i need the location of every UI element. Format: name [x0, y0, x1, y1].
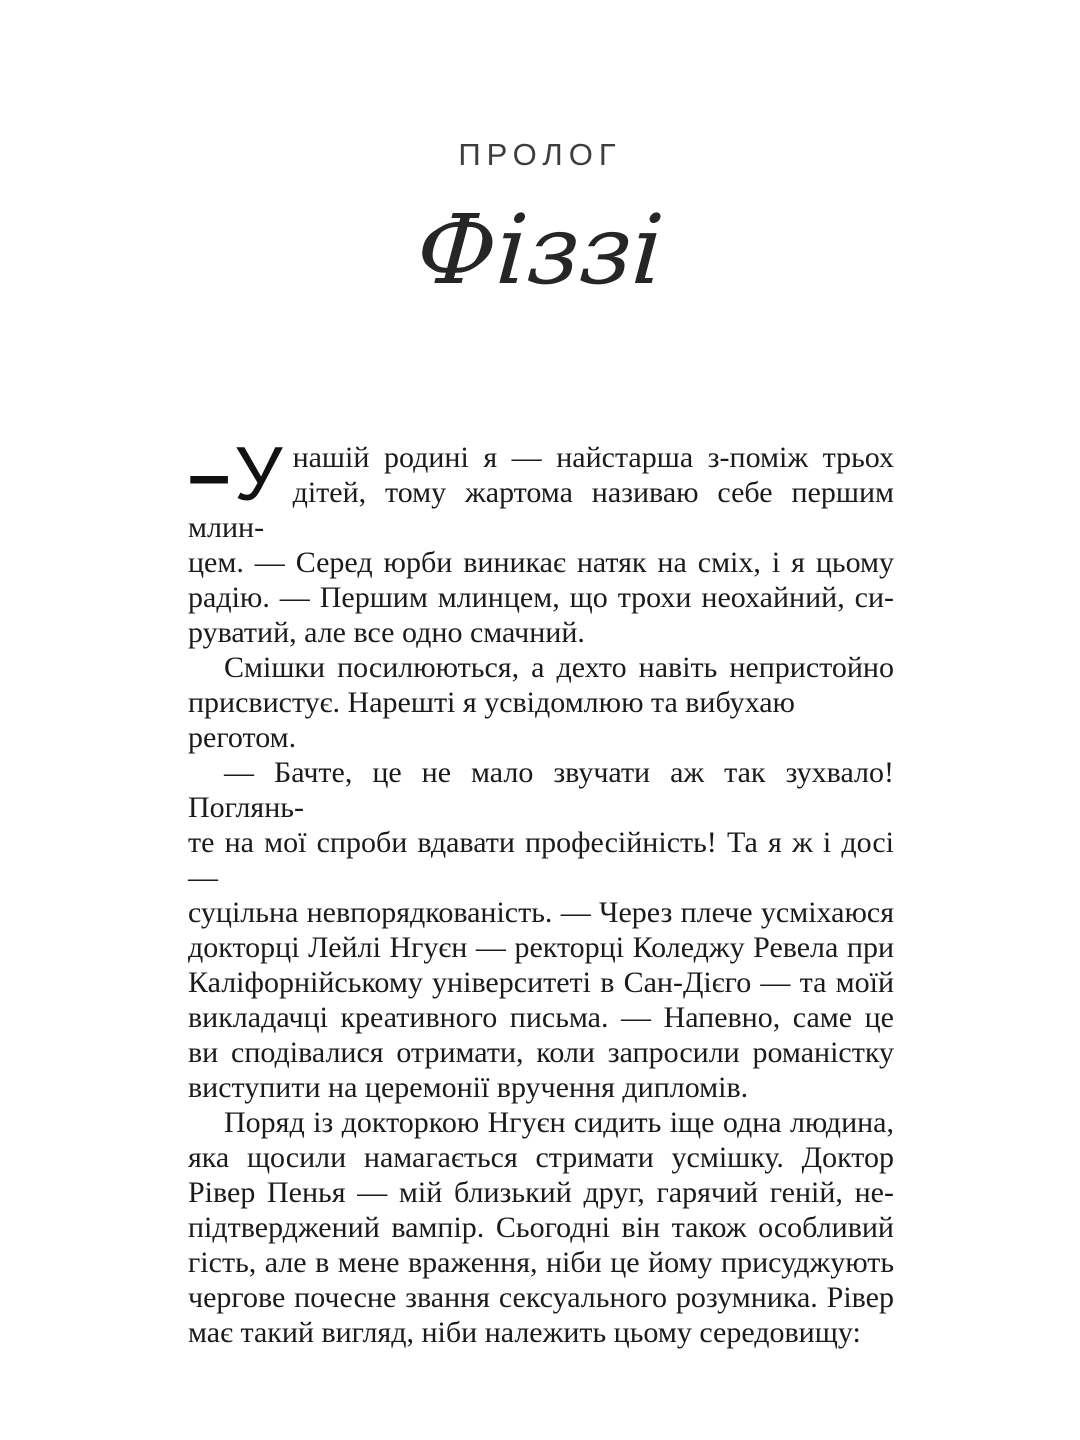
- text-line: чергове почесне звання сексуального розумника. Рівер: [188, 1281, 894, 1314]
- text-line: радію. — Першим млинцем, що трохи неохайний, си-: [188, 581, 894, 614]
- drop-cap-letter: У: [234, 432, 283, 517]
- text-line: нашій родині я — найстарша з-поміж трьох: [292, 441, 894, 474]
- text-line: суцільна невпорядкованість. — Через плече усміхаюся: [188, 896, 894, 929]
- drop-cap: [188, 432, 283, 517]
- text-line: Рівер Пенья — мій близький друг, гарячий геній, не-: [188, 1176, 894, 1209]
- chapter-heading: ПРОЛОГ: [458, 137, 622, 172]
- text-line: — Бачте, це не мало звучати аж так зухвало! Поглянь-: [188, 756, 894, 824]
- text-line: гість, але в мене враження, ніби це йому присуджують: [188, 1246, 894, 1279]
- text-line: ви сподівалися отримати, коли запросили романістку: [188, 1036, 894, 1069]
- text-line: має такий вигляд, ніби належить цьому середовищу:: [188, 1316, 861, 1349]
- paragraph: [188, 432, 894, 650]
- dialogue-dash: –: [188, 432, 231, 517]
- text-line: викладачці креативного письма. — Напевно, саме це: [188, 1001, 894, 1034]
- text-line: виступити на церемонії вручення дипломів.: [188, 1071, 749, 1104]
- text-line: дітей, тому жартома називаю себе першим млин-: [188, 476, 894, 544]
- text-line: присвистує. Нарешті я усвідомлюю та вибухаю реготом.: [188, 686, 795, 754]
- text-line: докторці Лейлі Нгуєн — ректорці Коледжу Ревела при: [188, 931, 894, 964]
- narrator-name-script: Фіззі: [413, 194, 667, 306]
- text-line: Каліфорнійському університеті в Сан-Дієго — та моїй: [188, 966, 894, 999]
- paragraph: [188, 650, 894, 755]
- text-line: підтверджений вампір. Сьогодні він також особливий: [188, 1211, 894, 1244]
- text-line: те на мої спроби вдавати професійність! Та я ж і досі —: [188, 826, 894, 894]
- text-line: Поряд із докторкою Нгуєн сидить іще одна людина,: [224, 1106, 894, 1139]
- text-line: руватий, але все одно смачний.: [188, 616, 585, 649]
- text-line: яка щосили намагається стримати усмішку. Доктор: [188, 1141, 894, 1174]
- paragraph: [188, 1105, 894, 1350]
- page-body: [188, 432, 894, 1350]
- text-line: цем. — Серед юрби виникає натяк на сміх, і я цьому: [188, 546, 894, 579]
- text-line: Смішки посилюються, а дехто навіть непристойно: [224, 651, 894, 684]
- paragraph: [188, 755, 894, 1105]
